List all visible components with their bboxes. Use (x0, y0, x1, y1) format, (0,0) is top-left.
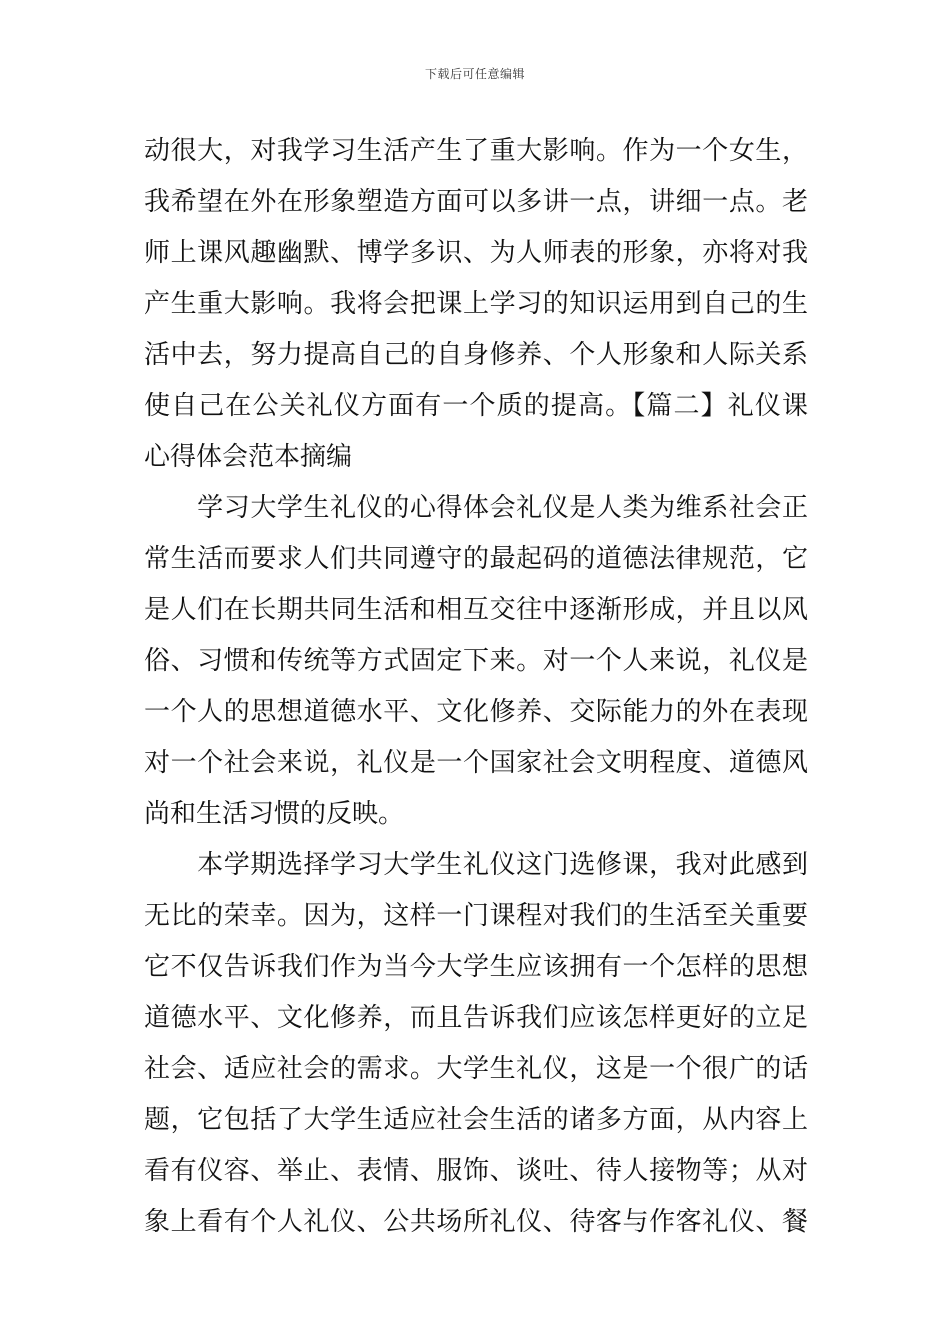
document-body (144, 126, 808, 1248)
text-line: 是人们在长期共同生活和相互交往中逐渐形成，并且以风 (144, 595, 808, 625)
text-line: 使自己在公关礼仪方面有一个质的提高。【篇二】礼仪课 (144, 391, 808, 421)
text-line: 看有仪容、举止、表情、服饰、谈吐、待人接物等；从对 (144, 1156, 808, 1186)
text-line: 师上课风趣幽默、博学多识、为人师表的形象，亦将对我 (144, 238, 808, 268)
text-line: 尚和生活习惯的反映。 (144, 799, 405, 829)
text-line: 对一个社会来说，礼仪是一个国家社会文明程度、道德风 (144, 748, 808, 778)
text-line: 道德水平、文化修养，而且告诉我们应该怎样更好的立足 (144, 1003, 808, 1033)
text-line: 本学期选择学习大学生礼仪这门选修课，我对此感到 (144, 850, 808, 880)
text-line: 题，它包括了大学生适应社会生活的诸多方面，从内容上 (144, 1105, 808, 1135)
page-header: 下载后可任意编辑 (424, 67, 525, 81)
text-line: 常生活而要求人们共同遵守的最起码的道德法律规范，它 (144, 544, 808, 574)
text-line: 动很大，对我学习生活产生了重大影响。作为一个女生， (144, 136, 808, 166)
text-line: 心得体会范本摘编 (144, 442, 353, 472)
text-line: 俗、习惯和传统等方式固定下来。对一个人来说，礼仪是 (144, 646, 808, 676)
text-line: 产生重大影响。我将会把课上学习的知识运用到自己的生 (144, 289, 808, 319)
text-line: 它不仅告诉我们作为当今大学生应该拥有一个怎样的思想 (144, 952, 808, 982)
text-line: 活中去，努力提高自己的自身修养、个人形象和人际关系 (144, 340, 808, 370)
text-line: 无比的荣幸。因为，这样一门课程对我们的生活至关重要 (144, 901, 808, 931)
text-line: 一个人的思想道德水平、文化修养、交际能力的外在表现 (144, 697, 808, 727)
text-line: 社会、适应社会的需求。大学生礼仪，这是一个很广的话 (144, 1054, 808, 1084)
text-line: 我希望在外在形象塑造方面可以多讲一点，讲细一点。老 (144, 187, 808, 217)
text-line: 学习大学生礼仪的心得体会礼仪是人类为维系社会正 (144, 493, 808, 523)
text-line: 象上看有个人礼仪、公共场所礼仪、待客与作客礼仪、餐 (144, 1207, 808, 1237)
